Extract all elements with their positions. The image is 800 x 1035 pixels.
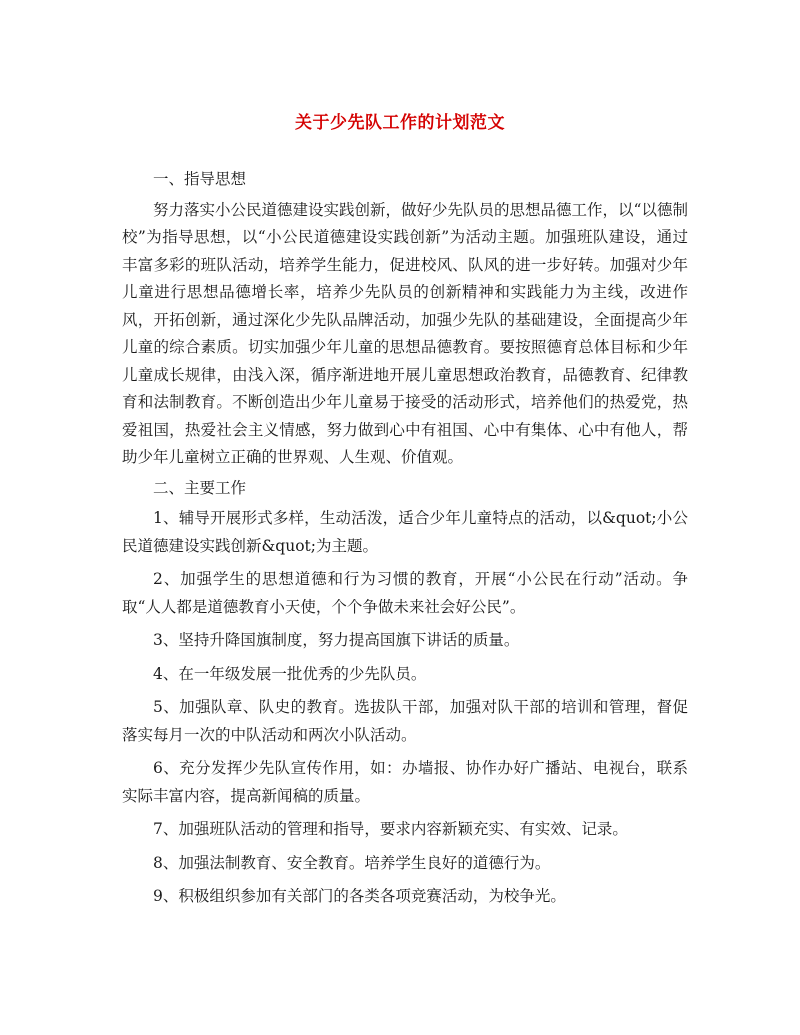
section-heading-main-work: 二、主要工作	[153, 478, 247, 497]
list-item: 6、充分发挥少先队宣传作用，如：办墙报、协作办好广播站、电视台，联系实际丰富内容，提高新闻稿的质量。	[122, 759, 688, 805]
list-item: 7、加强班队活动的管理和指导，要求内容新颖充实、有实效、记录。	[153, 820, 628, 838]
list-item: 5、加强队章、队史的教育。选拔队干部，加强对队干部的培训和管理，督促落实每月一次的中队活动和两次小队活动。	[122, 698, 688, 744]
document-body	[122, 166, 688, 917]
list-item: 4、在一年级发展一批优秀的少先队员。	[153, 664, 427, 683]
list-item: 2、加强学生的思想道德和行为习惯的教育，开展“小公民在行动”活动。争取“人人都是道德教育小天使，个个争做未来社会好公民”。	[122, 570, 688, 616]
list-item: 9、积极组织参加有关部门的各类各项竞赛活动，为校争光。	[153, 887, 566, 905]
list-item: 8、加强法制教育、安全教育。培养学生良好的道德行为。	[153, 853, 551, 872]
section-heading-guiding-ideology: 一、指导思想	[153, 170, 247, 188]
list-item: 3、坚持升降国旗制度，努力提高国旗下讲话的质量。	[153, 631, 520, 649]
document-title: 关于少先队工作的计划范文	[295, 113, 505, 133]
list-item: 1、辅导开展形式多样，生动活泼，适合少年儿童特点的活动，以&quot;小公民道德建设实践创新&quot;为主题。	[122, 509, 688, 555]
guiding-ideology-paragraph: 努力落实小公民道德建设实践创新，做好少先队员的思想品德工作，以“以德制校”为指导思想，以“小公民道德建设实践创新”为活动主题。加强班队建设，通过丰富多彩的班队活动，培养学生能力，促进校风、队风的进一步好转。加强对少年儿童进行思想品德增长率，培养少先队员的创新精神和实践能力为主线，改进作风，开拓创新，通过深化少先队品牌活动，加强少先队的基础建设，全面提高少年儿童的综合素质。切实加强少年儿童的思想品德教育。要按照德育总体目标和少年儿童成长规律，由浅入深，循序渐进地开展儿童思想政治教育，品德教育、纪律教育和法制教育。不断创造出少年儿童易于接受的活动形式，培养他们的热爱党，热爱祖国，热爱社会主义情感，努力做到心中有祖国、心中有集体、心中有他人，帮助少年儿童树立正确的世界观、人生观、价值观。	[122, 200, 688, 466]
